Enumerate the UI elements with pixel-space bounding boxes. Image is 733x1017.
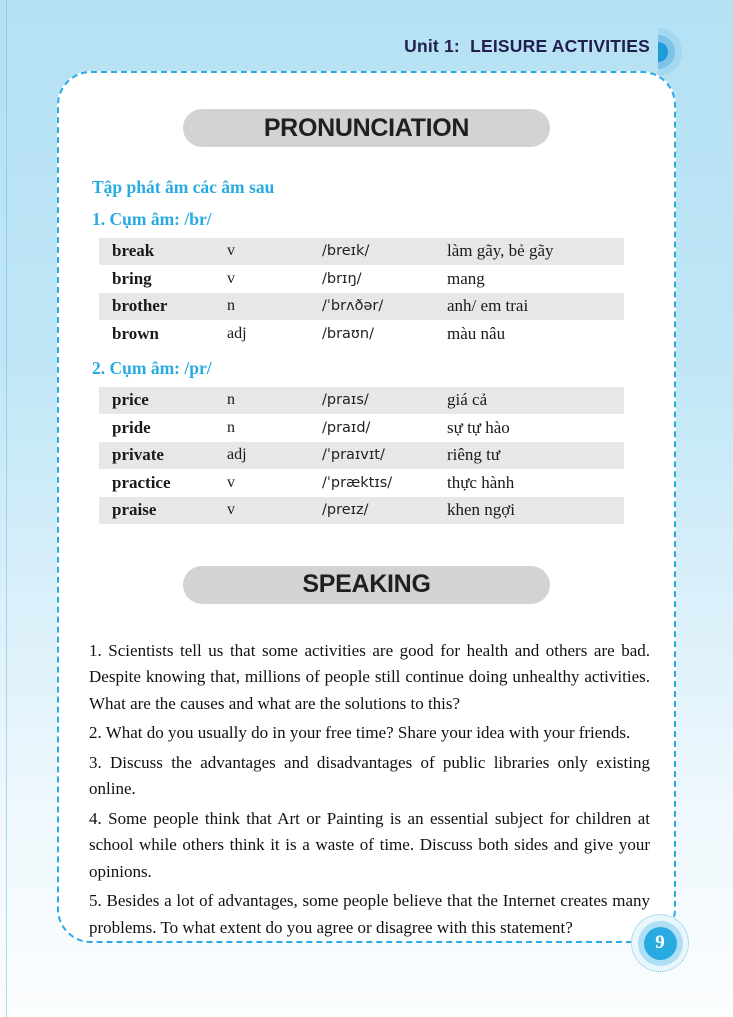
word-cell: private <box>112 445 164 465</box>
vocab-table-br <box>99 238 624 347</box>
ipa-cell: /ˈbrʌðər/ <box>322 298 384 315</box>
vocab-row <box>99 238 624 265</box>
speaking-banner <box>183 566 550 604</box>
word-cell: break <box>112 241 155 261</box>
pos-cell: v <box>227 242 235 260</box>
ipa-cell: /preɪz/ <box>322 502 369 519</box>
speaking-item-3: 3. Discuss the advantages and disadvantages of public libraries only existing online. <box>89 752 650 798</box>
page-number: 9 <box>655 932 665 953</box>
pos-cell: v <box>227 269 235 287</box>
pronunciation-title: PRONUNCIATION <box>263 113 470 142</box>
ipa-cell: /praɪs/ <box>322 392 369 409</box>
ipa-cell: /ˈpraɪvɪt/ <box>322 447 385 464</box>
word-cell: practice <box>112 472 171 492</box>
meaning-cell: khen ngợi <box>447 500 516 520</box>
pos-cell: n <box>227 391 235 409</box>
page-badge-circle <box>644 927 677 960</box>
speaking-title: SPEAKING <box>302 570 431 598</box>
word-cell: bring <box>112 268 152 288</box>
page-badge-ring <box>638 921 683 966</box>
content-frame <box>57 71 676 943</box>
meaning-cell: làm gãy, bẻ gãy <box>447 241 554 261</box>
group-heading-br: 1. Cụm âm: /br/ <box>92 209 212 229</box>
ipa-cell: /breɪk/ <box>322 243 370 260</box>
unit-header: Unit 1: LEISURE ACTIVITIES <box>404 36 650 56</box>
word-cell: price <box>112 390 149 410</box>
speaking-list <box>89 638 650 942</box>
word-cell: brother <box>112 296 168 316</box>
pos-cell: n <box>227 297 235 315</box>
vocab-row <box>99 387 624 414</box>
meaning-cell: sự tự hào <box>447 417 510 437</box>
pos-cell: adj <box>227 324 247 342</box>
ipa-cell: /ˈpræktɪs/ <box>322 474 393 491</box>
concentric-semicircle-icon <box>658 28 684 76</box>
pos-cell: v <box>227 501 235 519</box>
vocab-row <box>99 497 624 524</box>
pronunciation-intro: Tập phát âm các âm sau <box>92 177 275 197</box>
ipa-cell: /braʊn/ <box>322 325 374 342</box>
meaning-cell: anh/ em trai <box>447 296 529 316</box>
word-cell: pride <box>112 417 151 437</box>
pos-cell: v <box>227 473 235 491</box>
meaning-cell: mang <box>447 268 485 288</box>
speaking-item-4: 4. Some people think that Art or Painting is an essential subject for children at school while others think it is a waste of time. Discuss both sides and give your opinions. <box>89 808 650 881</box>
page-number-badge <box>631 914 689 972</box>
word-cell: brown <box>112 323 159 343</box>
vocab-row <box>99 266 624 293</box>
vocab-table-pr <box>99 387 624 524</box>
vocab-row <box>99 470 624 497</box>
pronunciation-banner <box>183 109 550 147</box>
speaking-item-1: 1. Scientists tell us that some activities are good for health and others are bad. Despite knowing that, millions of people still continue doing unhealthy activities. What are the causes and what are the solutions to this? <box>89 640 650 713</box>
vocab-row <box>99 321 624 348</box>
speaking-item-2: 2. What do you usually do in your free time? Share your idea with your friends. <box>89 723 631 742</box>
vocab-row <box>99 442 624 469</box>
pos-cell: adj <box>227 446 247 464</box>
vocab-row <box>99 415 624 442</box>
group-heading-pr: 2. Cụm âm: /pr/ <box>92 358 212 378</box>
word-cell: praise <box>112 500 157 520</box>
ipa-cell: /brɪŋ/ <box>322 270 362 287</box>
ipa-cell: /praɪd/ <box>322 419 371 436</box>
meaning-cell: thực hành <box>447 472 515 492</box>
vocab-row <box>99 293 624 320</box>
page-fold-line <box>6 0 7 1017</box>
pos-cell: n <box>227 418 235 436</box>
meaning-cell: riêng tư <box>447 445 501 465</box>
speaking-item-5: 5. Besides a lot of advantages, some people believe that the Internet creates many problems. To what extent do you agree or disagree with this statement? <box>89 891 650 937</box>
meaning-cell: màu nâu <box>447 323 506 343</box>
meaning-cell: giá cả <box>447 390 488 410</box>
